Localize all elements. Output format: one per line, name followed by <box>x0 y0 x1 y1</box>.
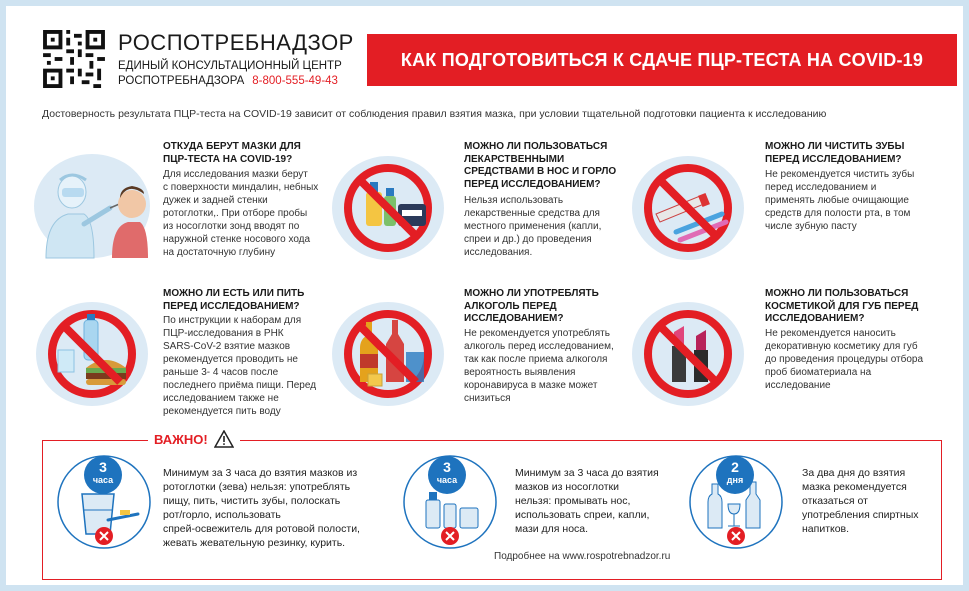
swab-test-icon <box>32 150 150 260</box>
important-line: Минимум за 3 часа до взятия <box>515 467 659 479</box>
warning-icon <box>214 430 234 448</box>
answer-line: Нельзя использовать <box>464 195 564 206</box>
answer-line: Для исследования мазки берут <box>163 169 308 180</box>
time-badge <box>716 456 754 494</box>
important-item-text <box>802 466 919 536</box>
question-title-line: ПЦР-ТЕСТА НА COVID-19? <box>163 153 293 165</box>
answer-line: SARS-CoV-2 взятие мазков <box>163 341 291 352</box>
answer-line: Не рекомендуется употреблять <box>464 328 610 339</box>
important-line: За два дня до взятия <box>802 467 906 479</box>
question-title <box>163 141 301 166</box>
brand-name: РОСПОТРЕБНАДЗОР <box>118 30 354 55</box>
consult-center-line2 <box>118 75 338 87</box>
important-line: употребления спиртных <box>802 509 919 521</box>
answer-line: рекомендуется пить воду <box>163 406 281 417</box>
answer-line: местного применения (капли, <box>464 221 602 232</box>
badge-unit: часа <box>92 475 114 485</box>
qr-code-icon <box>42 30 106 88</box>
question-title-line: ИССЛЕДОВАНИЕМ? <box>464 313 564 324</box>
badge-number: 3 <box>99 459 107 475</box>
more-info-link[interactable]: Подробнее на www.rospotrebnadzor.ru <box>488 551 676 562</box>
answer-line: с поверхности миндалин, небных <box>163 182 319 193</box>
answer-line: средств для полости рта, в том <box>765 208 911 219</box>
time-badge <box>428 456 466 494</box>
question-title-line: СРЕДСТВАМИ В НОС И ГОРЛО <box>464 166 617 177</box>
answer-line: до проведения процедуры отбора <box>765 354 924 365</box>
question-title <box>464 141 616 191</box>
hotline-phone: 8-800-555-49-43 <box>252 75 338 87</box>
answer-line: дужек и задней стенки <box>163 195 268 206</box>
answer-line: коронавируса в мазке может <box>464 380 598 391</box>
answer-line: рекомендуется проводить не <box>163 354 298 365</box>
consult-center-line1: ЕДИНЫЙ КОНСУЛЬТАЦИОННЫЙ ЦЕНТР <box>118 60 342 72</box>
important-item-text <box>515 466 659 536</box>
badge-number: 2 <box>731 459 739 475</box>
answer-line: спреи и др.) до проведения <box>464 234 592 245</box>
question-title-line: ПЕРЕД ИССЛЕДОВАНИЕМ? <box>163 300 300 312</box>
important-line: жевать жевательную резинку, курить. <box>163 537 346 549</box>
answer-line: наружной стенке носового хода <box>163 234 311 245</box>
important-line: пищу, пить, чистить зубы, полоскать <box>163 495 341 507</box>
answer-line: проб биоматериала на <box>765 367 872 378</box>
answer-line: исследования. <box>464 247 533 258</box>
question-title-line: ЛЕКАРСТВЕННЫМИ <box>464 153 565 165</box>
important-line: отказаться от <box>802 495 868 507</box>
important-line: рот/горло, использовать <box>163 509 281 521</box>
page-title: КАК ПОДГОТОВИТЬСЯ К СДАЧЕ ПЦР-ТЕСТА НА COVID-19 <box>367 34 957 86</box>
badge-unit: дня <box>726 475 744 485</box>
important-line: мази для носа. <box>515 523 589 535</box>
answer-line: исследованием также не <box>163 393 279 404</box>
consult-center-name: РОСПОТРЕБНАДЗОРА <box>118 75 245 87</box>
question-answer <box>765 327 923 392</box>
question-answer <box>163 314 316 418</box>
answer-line: числе зубную пасту <box>765 221 857 232</box>
answer-line: применять любые очищающие <box>765 195 909 206</box>
answer-line: последнего приёма пищи. Перед <box>163 380 317 391</box>
time-badge <box>84 456 122 494</box>
important-line: использовать спреи, капли, <box>515 509 650 521</box>
answer-line: декоративную косметику для губ <box>765 341 918 352</box>
badge-number: 3 <box>443 459 451 475</box>
question-title-line: МОЖНО ЛИ УПОТРЕБЛЯТЬ <box>464 288 599 299</box>
question-title-line: МОЖНО ЛИ ЕСТЬ ИЛИ ПИТЬ <box>163 288 305 299</box>
important-label-text: ВАЖНО! <box>154 431 208 447</box>
question-title-line: ИССЛЕДОВАНИЕМ? <box>765 313 865 324</box>
important-label <box>148 430 240 448</box>
answer-line: снизиться <box>464 393 511 404</box>
answer-line: ротоглотки,. При отборе пробы <box>163 208 308 219</box>
badge-unit: часа <box>436 475 458 485</box>
question-title-line: МОЖНО ЛИ ЧИСТИТЬ ЗУБЫ <box>765 141 905 152</box>
important-line: нельзя: промывать нос, <box>515 495 631 507</box>
answer-line: на достаточную глубину <box>163 247 276 258</box>
important-line: мазков из носоглотки <box>515 481 619 493</box>
question-title-line: ПЕРЕД ИССЛЕДОВАНИЕМ? <box>765 153 902 165</box>
alcohol-prohibited-icon <box>330 298 448 408</box>
answer-line: раньше 3- 4 часов после <box>163 367 279 378</box>
answer-line: перед исследованием и <box>765 182 877 193</box>
intro-text: Достоверность результата ПЦР-теста на COVID-19 зависит от соблюдения правил взятия мазка, при условии тщательной подготовки пациента к исследованию <box>42 108 827 120</box>
question-title <box>464 288 599 326</box>
important-line: ротоглотки (зева) нельзя: употреблять <box>163 481 351 493</box>
answer-line: из носоглотки зонд вводят по <box>163 221 300 232</box>
question-title-line: ПЕРЕД ИССЛЕДОВАНИЕМ? <box>464 178 601 190</box>
question-title <box>765 288 918 326</box>
question-answer <box>464 194 601 259</box>
important-line: напитков. <box>802 523 850 535</box>
question-title-line: АЛКОГОЛЬ ПЕРЕД <box>464 300 557 312</box>
question-title-line: МОЖНО ЛИ ПОЛЬЗОВАТЬСЯ <box>464 141 608 152</box>
answer-line: лекарственные средства для <box>464 208 600 219</box>
important-item-text <box>163 466 360 550</box>
important-line: мазка рекомендуется <box>802 481 907 493</box>
answer-line: так как после приема алкоголя <box>464 354 608 365</box>
toothbrush-prohibited-icon <box>630 152 748 262</box>
food-drink-prohibited-icon <box>32 298 150 408</box>
answer-line: По инструкции к наборам для <box>163 315 302 326</box>
question-title-line: ОТКУДА БЕРУТ МАЗКИ ДЛЯ <box>163 141 301 152</box>
question-answer <box>464 327 614 405</box>
answer-line: алкоголь перед исследованием, <box>464 341 614 352</box>
nasal-drops-prohibited-icon <box>330 152 448 262</box>
answer-line: Не рекомендуется чистить зубы <box>765 169 915 180</box>
important-line: спрей-освежитель для ротовой полости, <box>163 523 360 535</box>
question-title-line: МОЖНО ЛИ ПОЛЬЗОВАТЬСЯ <box>765 288 909 299</box>
answer-line: Не рекомендуется наносить <box>765 328 896 339</box>
question-title-line: КОСМЕТИКОЙ ДЛЯ ГУБ ПЕРЕД <box>765 300 919 312</box>
question-answer <box>765 168 914 233</box>
question-title <box>163 288 304 313</box>
question-title <box>765 141 904 166</box>
question-answer <box>163 168 318 259</box>
answer-line: вероятность выявления <box>464 367 576 378</box>
answer-line: исследование <box>765 380 831 391</box>
important-line: Минимум за 3 часа до взятия мазков из <box>163 467 358 479</box>
answer-line: ПЦР-исследования в РНК <box>163 328 284 339</box>
lipstick-prohibited-icon <box>630 298 748 408</box>
